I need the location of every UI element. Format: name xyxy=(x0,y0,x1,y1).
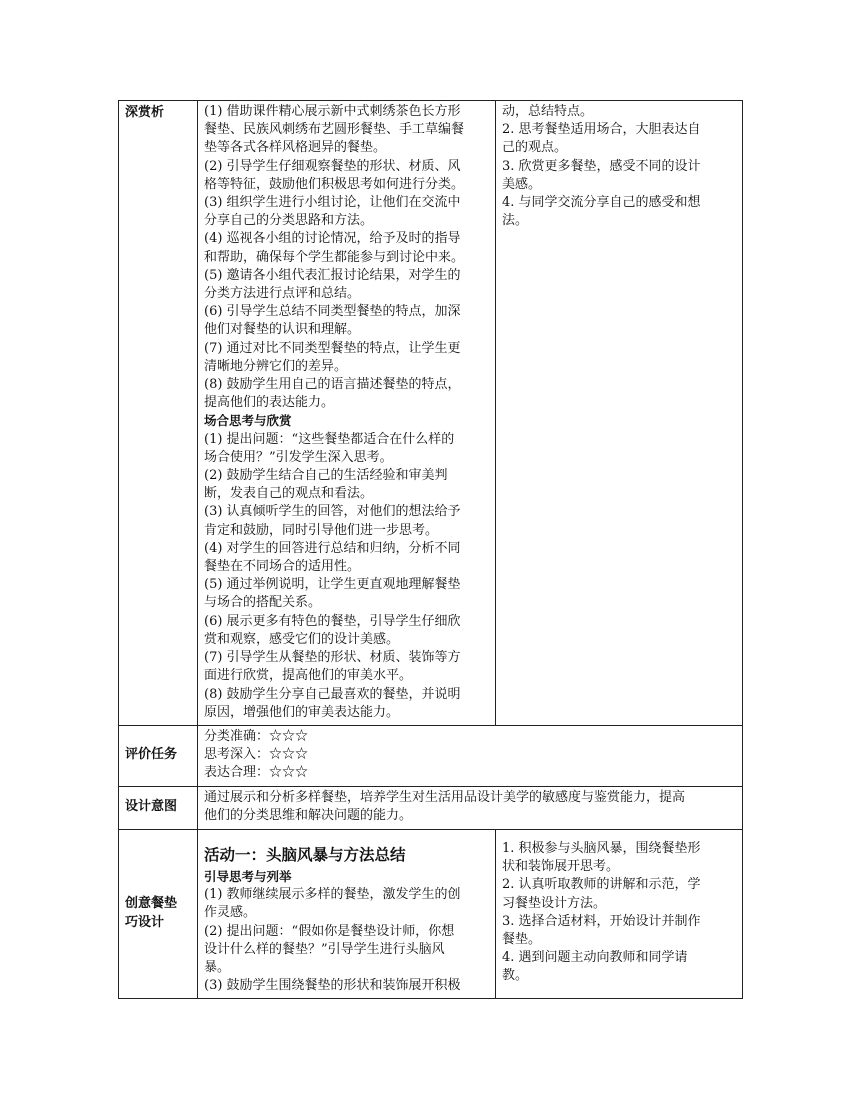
student-line: 1. 积极参与头脑风暴，围绕餐垫形 xyxy=(502,840,701,856)
teacher-activity-cell xyxy=(198,101,496,726)
teacher-line: 他们对餐垫的认识和理解。 xyxy=(204,322,361,338)
teacher-line: 和帮助，确保每个学生都能参与到讨论中来。 xyxy=(204,249,465,265)
teacher-line: 面进行欣赏，提高他们的审美水平。 xyxy=(204,668,413,684)
student-line: 状和装饰展开思考。 xyxy=(502,859,620,875)
teacher-line: (3) 认真倾听学生的回答，对他们的想法给予 xyxy=(204,504,461,520)
teacher-line: (3) 鼓励学生围绕餐垫的形状和装饰展开积极 xyxy=(204,978,461,994)
student-line: 美感。 xyxy=(502,176,542,192)
row-appreciation xyxy=(119,101,743,726)
teacher-line: (1) 借助课件精心展示新中式刺绣茶色长方形 xyxy=(204,104,461,119)
teacher-line: 断，发表自己的观点和看法。 xyxy=(204,486,374,502)
teacher-line: 清晰地分辨它们的差异。 xyxy=(204,358,348,374)
design-intent-cell xyxy=(198,786,743,829)
teacher-line: (7) 通过对比不同类型餐垫的特点，让学生更 xyxy=(204,340,461,356)
teacher-line: 作灵感。 xyxy=(204,905,257,921)
teacher-line: (2) 鼓励学生结合自己的生活经验和审美判 xyxy=(204,468,448,484)
student-line: 4. 遇到问题主动向教师和同学请 xyxy=(502,950,688,966)
rating-item-thinking: 思考深入：☆☆☆ xyxy=(204,747,309,763)
teacher-line: (6) 展示更多有特色的餐垫，引导学生仔细欣 xyxy=(204,613,461,629)
design-intent-line: 他们的分类思维和解决问题的能力。 xyxy=(204,808,413,824)
row-evaluation xyxy=(119,725,743,786)
student-line: 3. 欣赏更多餐垫，感受不同的设计 xyxy=(502,158,701,174)
student-activity-cell xyxy=(496,101,743,726)
row-creative-design xyxy=(119,829,743,998)
teacher-line: 场合使用？”引发学生深入思考。 xyxy=(204,449,393,465)
teacher-line: 分类方法进行点评和总结。 xyxy=(204,286,361,302)
teacher-line: 垫等各式各样风格迥异的餐垫。 xyxy=(204,140,387,156)
teacher-line: 与场合的搭配关系。 xyxy=(204,595,322,611)
student-line: 教。 xyxy=(502,968,529,984)
student-line: 餐垫。 xyxy=(502,931,542,947)
teacher-line: 肯定和鼓励，同时引导他们进一步思考。 xyxy=(204,522,439,538)
row-label-evaluation: 评价任务 xyxy=(119,725,198,786)
teacher-line: 原因，增强他们的审美表达能力。 xyxy=(204,704,400,720)
teacher-line: 分享自己的分类思路和方法。 xyxy=(204,213,374,229)
teacher-line: (5) 邀请各小组代表汇报讨论结果，对学生的 xyxy=(204,267,461,283)
teacher-line: (2) 引导学生仔细观察餐垫的形状、材质、风 xyxy=(204,158,461,174)
student-line: 法。 xyxy=(502,213,529,229)
teacher-line: (5) 通过举例说明，让学生更直观地理解餐垫 xyxy=(204,577,461,593)
teacher-line: (4) 巡视各小组的讨论情况，给予及时的指导 xyxy=(204,231,461,247)
row-label-creative-design: 创意餐垫 巧设计 xyxy=(119,829,198,998)
teacher-line: (1) 提出问题：“这些餐垫都适合在什么样的 xyxy=(204,431,455,447)
teacher-line: 赏和观察，感受它们的设计美感。 xyxy=(204,631,400,647)
student-line: 2. 认真听取教师的讲解和示范，学 xyxy=(502,877,701,893)
student-line: 动，总结特点。 xyxy=(502,104,594,119)
section-subheading: 引导思考与列举 xyxy=(204,868,292,884)
lesson-plan-table xyxy=(118,100,743,999)
teacher-line: (6) 引导学生总结不同类型餐垫的特点，加深 xyxy=(204,304,461,320)
row-label-design-intent: 设计意图 xyxy=(119,786,198,829)
activity-title: 活动一：头脑风暴与方法总结 xyxy=(204,845,406,864)
row-label-appreciation: 深赏析 xyxy=(119,101,198,726)
rating-item-classification: 分类准确：☆☆☆ xyxy=(204,728,309,744)
teacher-line: (8) 鼓励学生用自己的语言描述餐垫的特点， xyxy=(204,377,461,393)
student-line: 2. 思考餐垫适用场合，大胆表达自 xyxy=(502,122,701,138)
teacher-line: 餐垫、民族风刺绣布艺圆形餐垫、手工草编餐 xyxy=(204,122,465,138)
student-line: 4. 与同学交流分享自己的感受和想 xyxy=(502,195,701,211)
student-line: 习餐垫设计方法。 xyxy=(502,895,607,911)
section-subheading: 场合思考与欣赏 xyxy=(204,413,292,429)
student-line: 3. 选择合适材料，开始设计并制作 xyxy=(502,913,701,929)
teacher-line: 餐垫在不同场合的适用性。 xyxy=(204,559,361,575)
teacher-line: (8) 鼓励学生分享自己最喜欢的餐垫，并说明 xyxy=(204,686,461,702)
rating-item-expression: 表达合理：☆☆☆ xyxy=(204,765,309,781)
teacher-line: 格等特征，鼓励他们积极思考如何进行分类。 xyxy=(204,176,465,192)
lesson-plan-page xyxy=(118,100,742,999)
teacher-line: (4) 对学生的回答进行总结和归纳，分析不同 xyxy=(204,540,461,556)
row-design-intent xyxy=(119,786,743,829)
teacher-line: (7) 引导学生从餐垫的形状、材质、装饰等方 xyxy=(204,650,461,666)
design-intent-line: 通过展示和分析多样餐垫，培养学生对生活用品设计美学的敏感度与鉴赏能力，提高 xyxy=(204,789,686,805)
evaluation-cell xyxy=(198,725,743,786)
teacher-line: 暴。 xyxy=(204,959,231,975)
student-line: 己的观点。 xyxy=(502,140,568,156)
teacher-line: (1) 教师继续展示多样的餐垫，激发学生的创 xyxy=(204,887,461,903)
teacher-line: (2) 提出问题：“假如你是餐垫设计师，你想 xyxy=(204,923,455,939)
creative-teacher-cell xyxy=(198,829,496,998)
creative-student-cell xyxy=(496,829,743,998)
teacher-line: 设计什么样的餐垫？”引导学生进行头脑风 xyxy=(204,941,445,957)
teacher-line: (3) 组织学生进行小组讨论，让他们在交流中 xyxy=(204,195,461,211)
teacher-line: 提高他们的表达能力。 xyxy=(204,395,335,411)
